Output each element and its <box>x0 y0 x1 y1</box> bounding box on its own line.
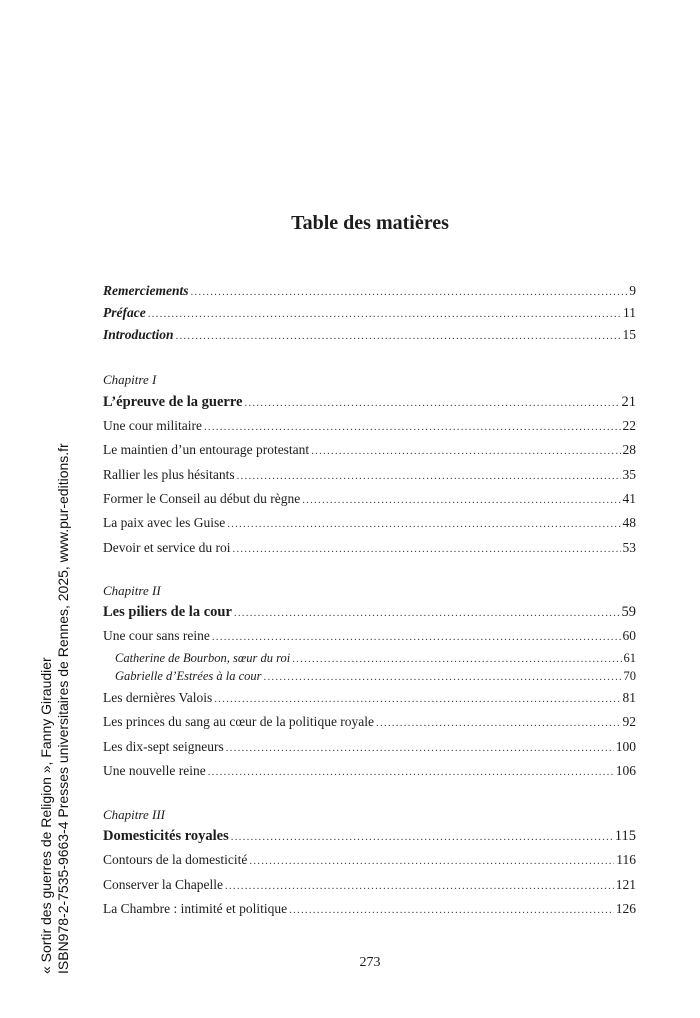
toc-entry-label: Remerciements <box>103 283 189 298</box>
dot-leader <box>190 283 627 301</box>
toc-entry-label: Catherine de Bourbon, sœur du roi <box>115 651 291 665</box>
toc-entry[interactable] <box>103 441 636 460</box>
toc-entry-label: Les dix-sept seigneurs <box>103 739 224 754</box>
toc-entry[interactable] <box>103 900 636 919</box>
toc-entry-label: Une nouvelle reine <box>103 763 206 778</box>
toc-entry[interactable] <box>103 738 636 757</box>
dot-leader <box>302 491 620 509</box>
toc-entry-page: 21 <box>621 394 636 410</box>
toc-entry-label: Une cour militaire <box>103 418 202 433</box>
toc-entry-page: 100 <box>615 739 636 754</box>
toc-entry-label: Contours de la domesticité <box>103 852 248 867</box>
side-note-line2: ISBN978-2-7535-9663-4 Presses universitaires de Rennes, 2025, www.pur-editions.fr <box>55 443 71 974</box>
toc-entry-remerciements[interactable] <box>103 282 636 301</box>
toc-entry-label: Une cour sans reine <box>103 628 210 643</box>
toc-entry-page: 48 <box>622 515 636 530</box>
toc-entry-page: 81 <box>622 690 636 705</box>
toc-entry-page: 41 <box>622 491 636 506</box>
toc-entry-page: 35 <box>622 467 636 482</box>
page-number: 273 <box>359 955 381 970</box>
toc-entry[interactable] <box>103 417 636 436</box>
toc-subentry[interactable] <box>115 649 636 668</box>
page-title: Table des matières <box>291 212 449 234</box>
dot-leader <box>225 877 614 895</box>
chapter-title: L’épreuve de la guerre <box>103 394 243 410</box>
toc-entry-label: Devoir et service du roi <box>103 540 231 555</box>
chapter-title: Domesticités royales <box>103 828 229 844</box>
chapter-title-entry[interactable] <box>103 827 636 846</box>
toc-entry-page: 59 <box>621 604 636 620</box>
dot-leader <box>212 628 621 646</box>
toc-entry-label: Les princes du sang au cœur de la politique royale <box>103 714 375 729</box>
toc-entry-page: 61 <box>623 651 636 665</box>
dot-leader <box>244 394 619 412</box>
toc-entry[interactable] <box>103 514 636 533</box>
toc-entry-page: 53 <box>622 540 636 555</box>
toc-entry-page: 60 <box>622 628 636 643</box>
toc-entry-label: La paix avec les Guise <box>103 515 226 530</box>
toc-entry-label: Préface <box>103 305 146 320</box>
toc-entry-page: 70 <box>623 669 636 683</box>
toc-entry-page: 121 <box>615 877 636 892</box>
toc-entry-page: 11 <box>623 305 636 320</box>
toc-entry[interactable] <box>103 851 636 870</box>
toc-entry[interactable] <box>103 466 636 485</box>
dot-leader <box>234 604 620 622</box>
dot-leader <box>311 442 620 460</box>
chapter-title-entry[interactable] <box>103 393 636 412</box>
toc-entry-page: 9 <box>629 283 636 298</box>
side-note-line1: « Sortir des guerres de Religion », Fanny Giraudier <box>38 657 54 974</box>
toc-entry-label: Introduction <box>103 327 174 342</box>
toc-entry-label: Conserver la Chapelle <box>103 877 223 892</box>
toc-entry[interactable] <box>103 627 636 646</box>
toc-entry-page: 126 <box>615 901 636 916</box>
dot-leader <box>376 714 620 732</box>
dot-leader <box>148 305 621 323</box>
toc-entry[interactable] <box>103 762 636 781</box>
dot-leader <box>231 828 613 846</box>
toc-entry[interactable] <box>103 490 636 509</box>
chapter-label: Chapitre I <box>103 372 157 387</box>
toc-entry-label: Le maintien d’un entourage protestant <box>103 442 310 457</box>
toc-entry-label: La Chambre : intimité et politique <box>103 901 288 916</box>
dot-leader <box>214 690 620 708</box>
toc-entry[interactable] <box>103 689 636 708</box>
toc-entry-page: 28 <box>622 442 636 457</box>
toc-entry-label: Les dernières Valois <box>103 690 213 705</box>
toc-entry-label: Rallier les plus hésitants <box>103 467 235 482</box>
toc-entry-label: Gabrielle d’Estrées à la cour <box>115 669 262 683</box>
chapter-label: Chapitre III <box>103 807 165 822</box>
toc-entry[interactable] <box>103 539 636 558</box>
toc-entry-page: 22 <box>622 418 636 433</box>
dot-leader <box>289 901 614 919</box>
toc-entry-page: 116 <box>616 852 636 867</box>
dot-leader <box>264 668 622 686</box>
dot-leader <box>249 852 614 870</box>
dot-leader <box>237 467 621 485</box>
dot-leader <box>204 418 621 436</box>
dot-leader <box>232 540 620 558</box>
toc-entry-page: 115 <box>614 828 636 844</box>
dot-leader <box>208 763 614 781</box>
toc-entry-introduction[interactable] <box>103 326 636 345</box>
toc-subentry[interactable] <box>115 667 636 686</box>
chapter-title-entry[interactable] <box>103 603 636 622</box>
chapter-label: Chapitre II <box>103 583 161 598</box>
toc-entry-page: 106 <box>615 763 636 778</box>
toc-entry-page: 92 <box>622 714 636 729</box>
toc-entry[interactable] <box>103 876 636 895</box>
dot-leader <box>227 515 620 533</box>
dot-leader <box>176 327 621 345</box>
toc-entry-preface[interactable] <box>103 304 636 323</box>
toc-entry[interactable] <box>103 713 636 732</box>
chapter-title: Les piliers de la cour <box>103 604 232 620</box>
side-citation-note <box>38 443 72 974</box>
toc-entry-page: 15 <box>622 327 636 342</box>
dot-leader <box>226 739 614 757</box>
toc-entry-label: Former le Conseil au début du règne <box>103 491 301 506</box>
dot-leader <box>292 650 621 668</box>
